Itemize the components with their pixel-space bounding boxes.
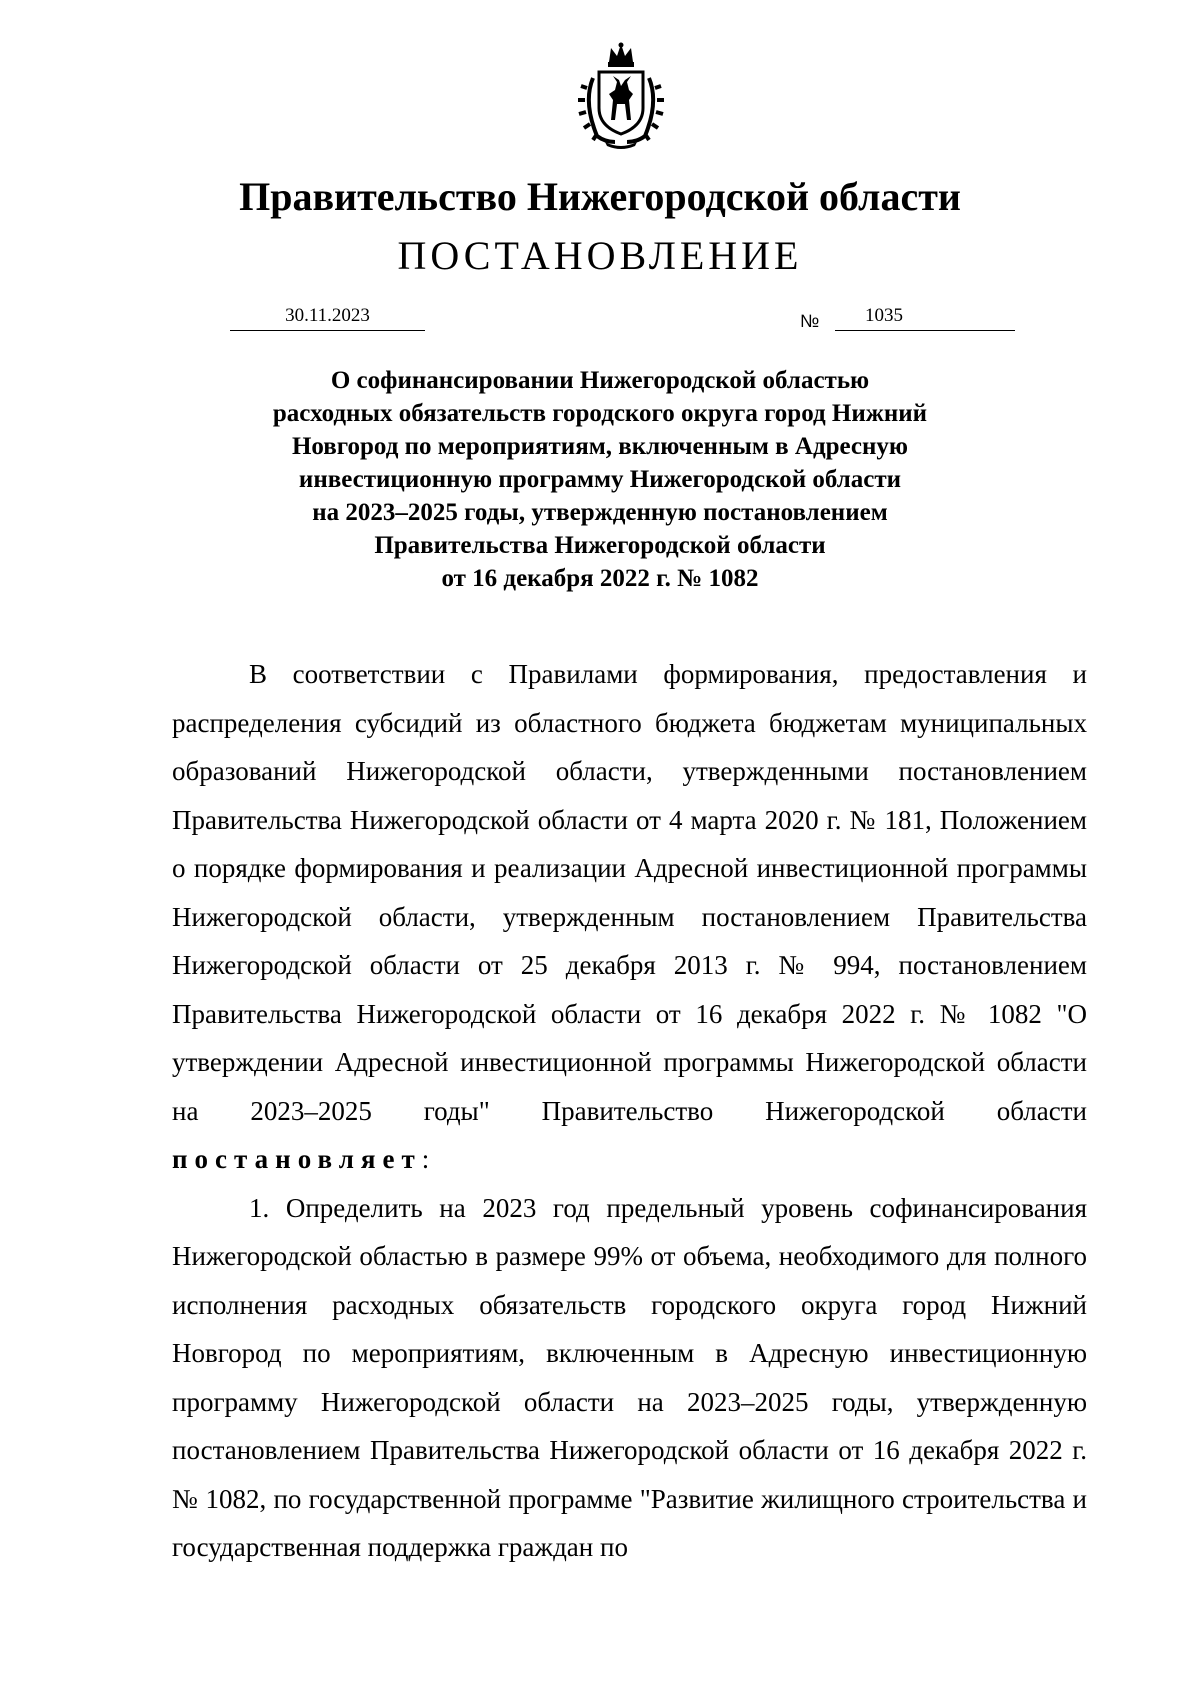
coat-of-arms-icon	[575, 42, 667, 150]
subject-line: Новгород по мероприятиям, включенным в Адресную	[291, 433, 909, 460]
preamble-paragraph	[172, 650, 1087, 1184]
clause-1-paragraph: 1. Определить на 2023 год предельный уровень софинансирования Нижегородской областью в размере 99% от объема, необходимого для полного исполнения расходных обязательств городского округа город Нижний Новгород по мероприятиям, включенным в Адресную инвестиционную программу Нижегородской области на 2023–2025 годы, утвержденную постановлением Правительства Нижегородской области от 16 декабря 2022 г. № 1082, по государственной программе "Развитие жилищного строительства и государственная поддержка граждан по	[172, 1192, 1087, 1562]
subject-line: инвестиционную программу Нижегородской области	[298, 466, 902, 493]
document-number: 1035	[835, 304, 1015, 331]
document-type: ПОСТАНОВЛЕНИЕ	[397, 233, 803, 278]
government-title: Правительство Нижегородской области	[239, 174, 961, 219]
subject-line: расходных обязательств городского округа город Нижний	[272, 400, 928, 427]
subject-line: на 2023–2025 годы, утвержденную постановлением	[312, 499, 888, 526]
subject-line: О софинансировании Нижегородской областью	[330, 367, 870, 394]
subject-line: Правительства Нижегородской области	[374, 532, 826, 559]
subject-line: от 16 декабря 2022 г. № 1082	[441, 565, 759, 592]
document-body	[172, 650, 1087, 1572]
preamble-text: В соответствии с Правилами формирования, предоставления и распределения субсидий из областного бюджета бюджетам муниципальных образований Нижегородской области, утвержденными постановлением Правительства Нижегородской области от 4 марта 2020 г. № 181, Положением о порядке формирования и реализации Адресной инвестиционной программы Нижегородской области, утвержденным постановлением Правительства Нижегородской области от 25 декабря 2013 г. № 994, постановлением Правительства Нижегородской области от 16 декабря 2022 г. № 1082 "О утверждении Адресной инвестиционной программы Нижегородской области на 2023–2025 годы" Правительство Нижегородской области	[172, 659, 1087, 1126]
document-subject	[200, 364, 1000, 595]
number-sign: №	[800, 311, 820, 331]
preamble-end: :	[421, 1144, 430, 1174]
resolves-word: постановляет	[172, 1144, 422, 1174]
document-date: 30.11.2023	[230, 304, 425, 331]
